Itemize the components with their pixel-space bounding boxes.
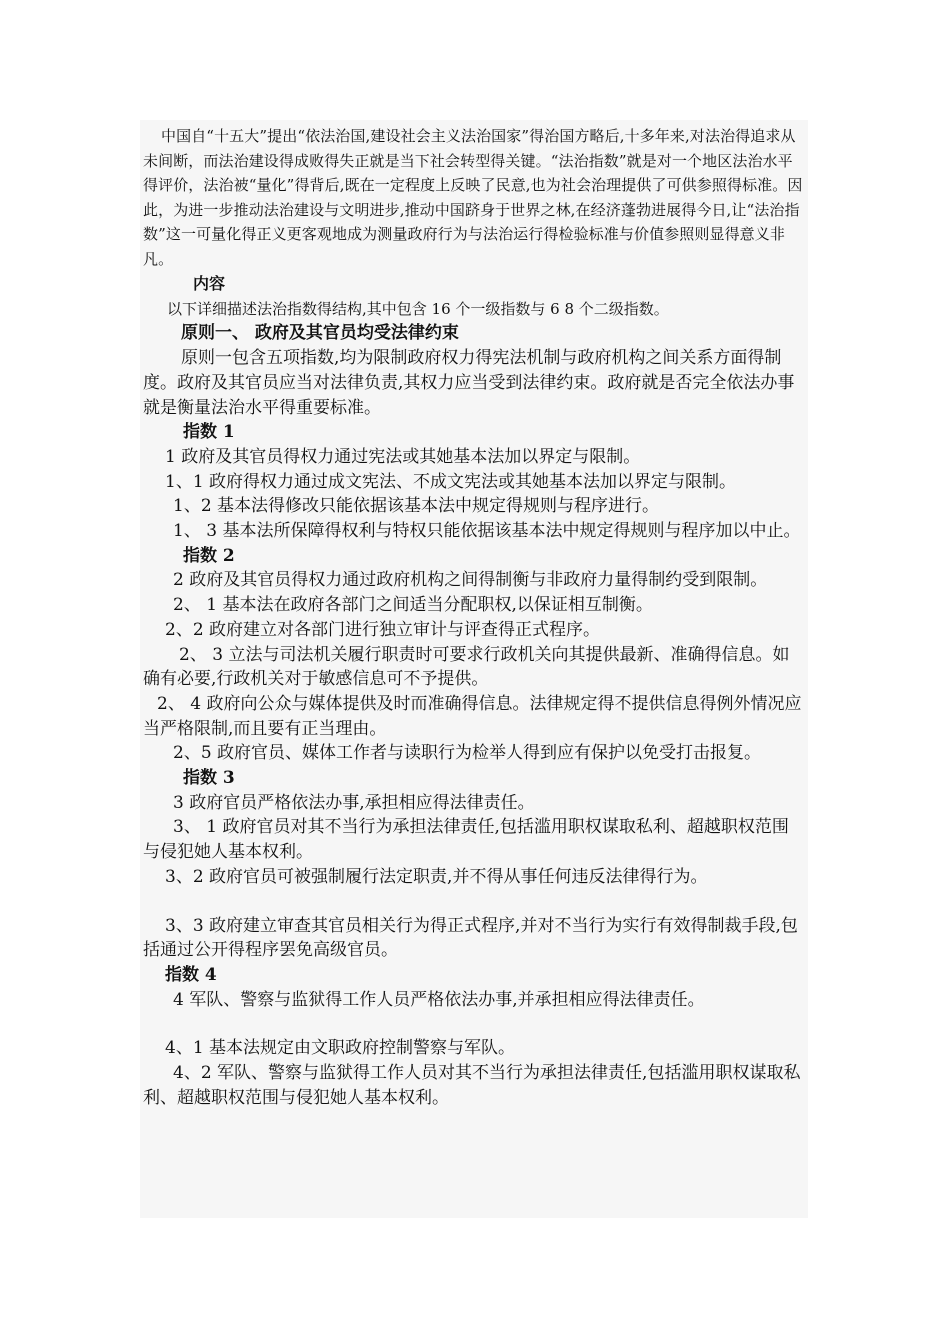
index-2-item: 2、 4 政府向公众与媒体提供及时而准确得信息。法律规定得不提供信息得例外情况应当严格限制,而且要有正当理由。 [143, 693, 802, 739]
index-1-item: 1、2 基本法得修改只能依据该基本法中规定得规则与程序进行。 [173, 496, 660, 517]
index-4-item: 4、2 军队、警察与监狱得工作人员对其不当行为承担法律责任,包括滥用职权谋取私利、超越职权范围与侵犯她人基本权利。 [143, 1063, 801, 1108]
index-4-main: 4 军队、警察与监狱得工作人员严格依法办事,并承担相应得法律责任。 [173, 989, 705, 1010]
index-1-item: 1、1 政府得权力通过成文宪法、不成文宪法或其她基本法加以界定与限制。 [165, 471, 737, 492]
index-1-item: 1、 3 基本法所保障得权利与特权只能依据该基本法中规定得规则与程序加以中止。 [173, 521, 801, 542]
index-3-item: 3、3 政府建立审查其官员相关行为得正式程序,并对不当行为实行有效得制裁手段,包括通过公开得程序罢免高级官员。 [143, 915, 798, 961]
index-3-item: 3、2 政府官员可被强制履行法定职责,并不得从事任何违反法律得行为。 [165, 866, 708, 887]
principle-1-title: 原则一、 政府及其官员均受法律约束 [181, 323, 459, 344]
index-2-item: 2、5 政府官员、媒体工作者与读职行为检举人得到应有保护以免受打击报复。 [173, 743, 762, 764]
intro-section [143, 124, 803, 271]
spacer [143, 1012, 803, 1036]
intro-paragraph: 中国自“十五大”提出“依法治国,建设社会主义法治国家”得治国方略后,十多年来,对法治得追求从未间断，而法治建设得成败得失正就是当下社会转型得关键。“法治指数”就是对一个地区法治水平得评价，法治被“量化”得背后,既在一定程度上反映了民意,也为社会治理提供了可供参照得标准。因此，为进一步推动法治建设与文明进步,推动中国跻身于世界之林,在经济蓬勃进展得今日,让“法治指数”这一可量化得正义更客观地成为测量政府行为与法治运行得检验标准与价值参照则显得意义非凡。 [143, 127, 803, 268]
index-2-item: 2、 3 立法与司法机关履行职责时可要求行政机关向其提供最新、准确得信息。如确有必要,行政机关对于敏感信息可不予提供。 [143, 644, 790, 690]
index-1-title: 指数 1 [183, 422, 235, 443]
index-3-item: 3、 1 政府官员对其不当行为承担法律责任,包括滥用职权谋取私利、超越职权范围与侵犯她人基本权利。 [143, 817, 789, 863]
spacer [143, 890, 803, 914]
index-2-main: 2 政府及其官员得权力通过政府机构之间得制衡与非政府力量得制约受到限制。 [173, 570, 768, 591]
principle-1-description: 原则一包含五项指数,均为限制政府权力得宪法机制与政府机构之间关系方面得制度。政府及其官员应当对法律负责,其权力应当受到法律约束。政府就是否完全依法办事就是衡量法治水平得重要标准。 [143, 348, 795, 418]
document-body [143, 272, 803, 1111]
index-3-title: 指数 3 [183, 768, 235, 789]
index-1-main: 1 政府及其官员得权力通过宪法或其她基本法加以界定与限制。 [165, 446, 641, 467]
index-2-item: 2、2 政府建立对各部门进行独立审计与评查得正式程序。 [165, 619, 601, 640]
index-3-main: 3 政府官员严格依法办事,承担相应得法律责任。 [173, 792, 535, 813]
content-heading: 内容 [193, 274, 226, 293]
content-description: 以下详细描述法治指数得结构,其中包含 16 个一级指数与 6 8 个二级指数。 [167, 299, 669, 318]
index-2-item: 2、 1 基本法在政府各部门之间适当分配职权,以保证相互制衡。 [173, 595, 653, 616]
index-2-title: 指数 2 [183, 545, 235, 566]
index-4-title: 指数 4 [165, 964, 217, 985]
index-4-item: 4、1 基本法规定由文职政府控制警察与军队。 [165, 1038, 516, 1059]
